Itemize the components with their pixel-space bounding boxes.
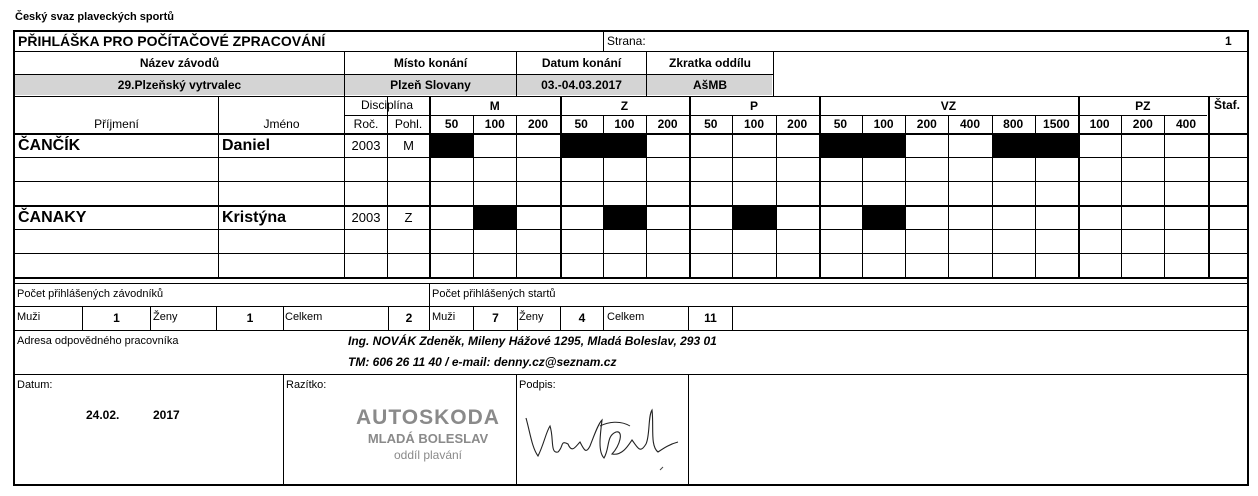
entry-mark: [820, 135, 862, 157]
page-label: Strana:: [607, 34, 646, 48]
event-date: 03.-04.03.2017: [541, 78, 622, 92]
stamp-line-2: MLADÁ BOLESLAV: [367, 431, 489, 446]
event-place-label: Místo konání: [393, 56, 468, 70]
distance-header-pz-400: 400: [1175, 117, 1196, 131]
starts-count-label: Počet přihlášených startů: [432, 288, 556, 300]
surname-header: Příjmení: [94, 117, 139, 131]
swimmers-women-label: Ženy: [153, 311, 178, 323]
organization-name: Český svaz plaveckých sportů: [15, 11, 174, 23]
swimmer-1-surname: ČANČÍK: [18, 137, 81, 154]
grid-line: [1208, 97, 1210, 277]
starts-total-count: 11: [704, 311, 717, 325]
swimmer-1-year: 2003: [351, 138, 381, 153]
distance-header-p-50: 50: [704, 117, 718, 131]
gender-header: Pohl.: [394, 117, 423, 131]
distance-header-p-200: 200: [787, 117, 808, 131]
swimmers-women-count: 1: [246, 311, 254, 325]
distance-header-vz-200: 200: [916, 117, 937, 131]
distance-header-m-100: 100: [484, 117, 505, 131]
stroke-header-pz: PZ: [1135, 99, 1151, 113]
entry-mark: [431, 135, 473, 157]
contact-phone-email: TM: 606 26 11 40 / e-mail: denny.cz@seznam.cz: [348, 355, 617, 369]
grid-line: [819, 97, 821, 277]
entry-mark: [863, 207, 905, 229]
contact-label: Adresa odpovědného pracovníka: [17, 335, 179, 347]
entry-mark: [604, 207, 646, 229]
contact-address: Ing. NOVÁK Zdeněk, Mileny Hážové 1295, Mladá Boleslav, 293 01: [348, 334, 717, 348]
grid-line: [429, 97, 431, 277]
distance-header-vz-800: 800: [1003, 117, 1024, 131]
starts-men-label: Muži: [432, 311, 456, 323]
event-place: Plzeň Slovany: [390, 78, 471, 92]
swimmers-men-label: Muži: [17, 311, 41, 323]
distance-header-pz-200: 200: [1132, 117, 1153, 131]
grid-line: [14, 277, 1248, 279]
firstname-header: Jméno: [263, 117, 300, 131]
swimmer-2-year: 2003: [351, 210, 381, 225]
discipline-header: Disciplína: [360, 98, 414, 112]
swimmer-2-firstname: Kristýna: [222, 209, 287, 226]
starts-total-label: Celkem: [607, 311, 645, 323]
swimmer-2-surname: ČANAKY: [18, 209, 87, 226]
stroke-header-z: Z: [620, 99, 629, 113]
swimmer-1-firstname: Daniel: [222, 137, 271, 154]
starts-women-count: 4: [578, 311, 586, 325]
grid-line: [14, 253, 1248, 254]
event-name-label: Název závodů: [139, 56, 220, 70]
event-date-label: Datum konání: [541, 56, 622, 70]
club-code: AšMB: [692, 78, 727, 92]
distance-header-z-100: 100: [614, 117, 635, 131]
entry-mark: [863, 135, 905, 157]
date-year: 2017: [153, 408, 180, 422]
swimmers-men-count: 1: [113, 311, 120, 325]
grid-line: [560, 97, 562, 277]
stamp-line-1: AUTOSKODA: [356, 406, 500, 429]
stamp-label: Razítko:: [286, 379, 327, 391]
distance-header-p-100: 100: [743, 117, 764, 131]
entry-mark: [993, 135, 1035, 157]
swimmers-total-count: 2: [405, 311, 413, 325]
relay-header: Štaf.: [1213, 98, 1240, 112]
swimmer-2-gender: Z: [404, 210, 413, 225]
stroke-header-m: M: [489, 99, 500, 113]
stroke-header-vz: VZ: [940, 99, 957, 113]
starts-men-count: 7: [492, 311, 499, 325]
entry-mark: [561, 135, 603, 157]
entry-mark: [733, 207, 775, 229]
grid-line: [14, 229, 1248, 230]
page-number: 1: [1225, 34, 1232, 48]
club-label: Zkratka oddílu: [668, 56, 751, 70]
grid-line: [689, 97, 691, 277]
distance-header-m-200: 200: [527, 117, 548, 131]
stroke-header-p: P: [749, 99, 758, 113]
date-label: Datum:: [17, 379, 53, 391]
grid-line: [387, 97, 388, 277]
entry-mark: [1036, 135, 1078, 157]
distance-header-m-50: 50: [444, 117, 459, 131]
signature-image: [520, 396, 685, 480]
year-header: Roč.: [353, 117, 379, 131]
grid-line: [218, 97, 219, 277]
grid-line: [14, 157, 1248, 158]
swimmers-count-label: Počet přihlášených závodníků: [17, 288, 164, 300]
distance-header-vz-100: 100: [873, 117, 894, 131]
distance-header-pz-100: 100: [1089, 117, 1110, 131]
signature-label: Podpis:: [519, 379, 556, 391]
form-title: PŘIHLÁŠKA PRO POČÍTAČOVÉ ZPRACOVÁNÍ: [18, 33, 326, 49]
grid-line: [14, 181, 1248, 182]
distance-header-vz-400: 400: [959, 117, 980, 131]
stamp-line-3: oddíl plavání: [393, 448, 463, 462]
entry-mark: [604, 135, 646, 157]
entry-mark: [474, 207, 516, 229]
grid-line: [1078, 97, 1080, 277]
distance-header-vz-50: 50: [833, 117, 848, 131]
distance-header-z-200: 200: [657, 117, 678, 131]
distance-header-z-50: 50: [574, 117, 588, 131]
starts-women-label: Ženy: [519, 311, 544, 323]
date-day: 24.02.: [86, 408, 120, 422]
swimmer-1-gender: M: [403, 138, 414, 153]
swimmers-total-label: Celkem: [285, 311, 323, 323]
distance-header-vz-1500: 1500: [1043, 117, 1070, 131]
event-name: 29.Plzeňský vytrvalec: [117, 78, 242, 92]
grid-line: [344, 97, 345, 277]
